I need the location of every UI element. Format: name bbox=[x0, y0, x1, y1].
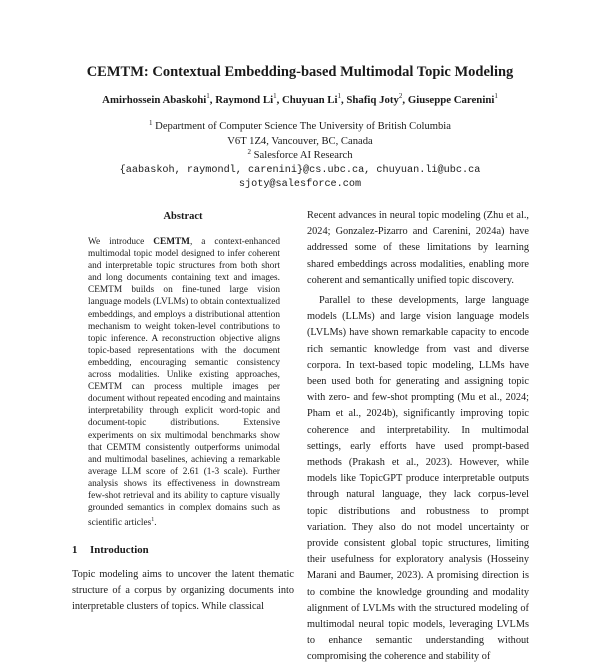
intro-paragraph: Topic modeling aims to uncover the latent thematic structure of a corpus by organizing documents into interpretable clusters of topics. While classical bbox=[72, 569, 294, 613]
abstract-intro: We introduce bbox=[88, 237, 154, 247]
author-affil-mark: 1 bbox=[273, 92, 277, 100]
footnote-mark: 1 bbox=[151, 517, 155, 524]
abstract-end: . bbox=[154, 518, 157, 529]
author-name: Giuseppe Carenini bbox=[407, 94, 495, 106]
affiliation-1 bbox=[0, 121, 600, 132]
author-name: Amirhossein Abaskohi bbox=[102, 94, 207, 106]
author-affil-mark: 1 bbox=[337, 92, 342, 100]
abstract-text: , a context-enhanced multimodal topic model designed to infer coherent and interpretable topic structures from both short and long documents containing text and images. CEMTM builds on fine-tuned large vision language models (LVLMs) to obtain contextualized embeddings, and employs a distributional attention mechanism to weight token-level contributions to topic inference. A reconstruction objective aligns topic-based representations with the document embedding, encouraging semantic consistency across modalities. Unlike existing approaches, CEMTM can process multiple images per document without repeated encoding and maintains interpretability through explicit word-topic and document-topic distributions. Extensive experiments on six multimodal benchmarks show that CEMTM consistently outperforms unimodal and multimodal baselines, achieving a remarkable average LLM score of 2.61 (1-3 scale). Further analysis shows its effectiveness in downstream few-shot retrieval and its ability to capture visually grounded semantics in complex domains such as scientific articles bbox=[88, 237, 281, 529]
email-line-1: {aabaskoh, raymondl, carenini}@cs.ubc.ca, chuyuan.li@ubc.ca bbox=[119, 165, 481, 176]
author-affil-mark: 2 bbox=[398, 92, 403, 100]
author-affil-mark: 1 bbox=[206, 92, 210, 100]
right-column bbox=[307, 208, 529, 666]
email-line-2: sjoty@salesforce.com bbox=[238, 179, 362, 190]
section-number: 1 bbox=[72, 544, 78, 556]
paper-title: CEMTM: Contextual Embedding-based Multimodal Topic Modeling bbox=[86, 64, 514, 80]
affil-mark: 2 bbox=[247, 148, 251, 156]
affiliation-2 bbox=[0, 150, 600, 161]
author-affil-mark: 1 bbox=[494, 92, 498, 100]
affil-mark: 1 bbox=[149, 119, 153, 127]
model-name: CEMTM bbox=[153, 237, 190, 247]
paragraph: Parallel to these developments, large language models (LLMs) and large vision language models (LVLMs) have shown remarkable capacity to encode rich semantic knowledge from vast and diverse corpora. In text-based topic modeling, LLMs have been used both for generating and assigning topic with zero- and few-shot prompting (Mu et al., 2024; Pham et al., 2024b), significantly improving topic coherence and interpretability. In multimodal settings, early efforts have used prompt-based methods (Prakash et al., 2023). However, while models like TopicGPT produce interpretable outputs through natural language, they lack corpus-level topic distributions and robustness to prompt variation. They also do not model uncertainty or provide consistent global topic structures, limiting their usefulness for exploratory analysis (Hosseiny Marani and Baumer, 2023). A promising direction is to combine the knowledge grounding and modality alignment of LVLMs with the structured modeling of multimodal neural topic models, leveraging LVLMs to enhance semantic understanding without compromising the coherence and stability of bbox=[307, 295, 529, 663]
author-name: Raymond Li bbox=[215, 94, 274, 106]
abstract-heading: Abstract bbox=[163, 211, 203, 222]
author-list: Amirhossein Abaskohi$^1$, Raymond Li$^1$, Chuyuan Li$^1$, Shafiq Joty$^2$, Giuseppe Carenini$^1$ bbox=[102, 92, 498, 106]
section-title: Introduction bbox=[90, 544, 149, 556]
author-name: Shafiq Joty bbox=[346, 94, 399, 106]
affil-dept: Department of Computer Science The University of British Columbia bbox=[155, 121, 451, 132]
section-heading bbox=[72, 544, 149, 556]
affiliation-1-address: V6T 1Z4, Vancouver, BC, Canada bbox=[227, 136, 373, 147]
affil-company: Salesforce AI Research bbox=[253, 150, 353, 161]
paragraph: Recent advances in neural topic modeling (Zhu et al., 2024; Gonzalez-Pizarro and Carenini, 2024a) have addressed some of these limitations by learning shared embeddings across modalities, enabling more coherent and semantically unified topic discovery. bbox=[307, 210, 529, 286]
author-name: Chuyuan Li bbox=[282, 94, 338, 106]
abstract-body bbox=[88, 236, 280, 529]
